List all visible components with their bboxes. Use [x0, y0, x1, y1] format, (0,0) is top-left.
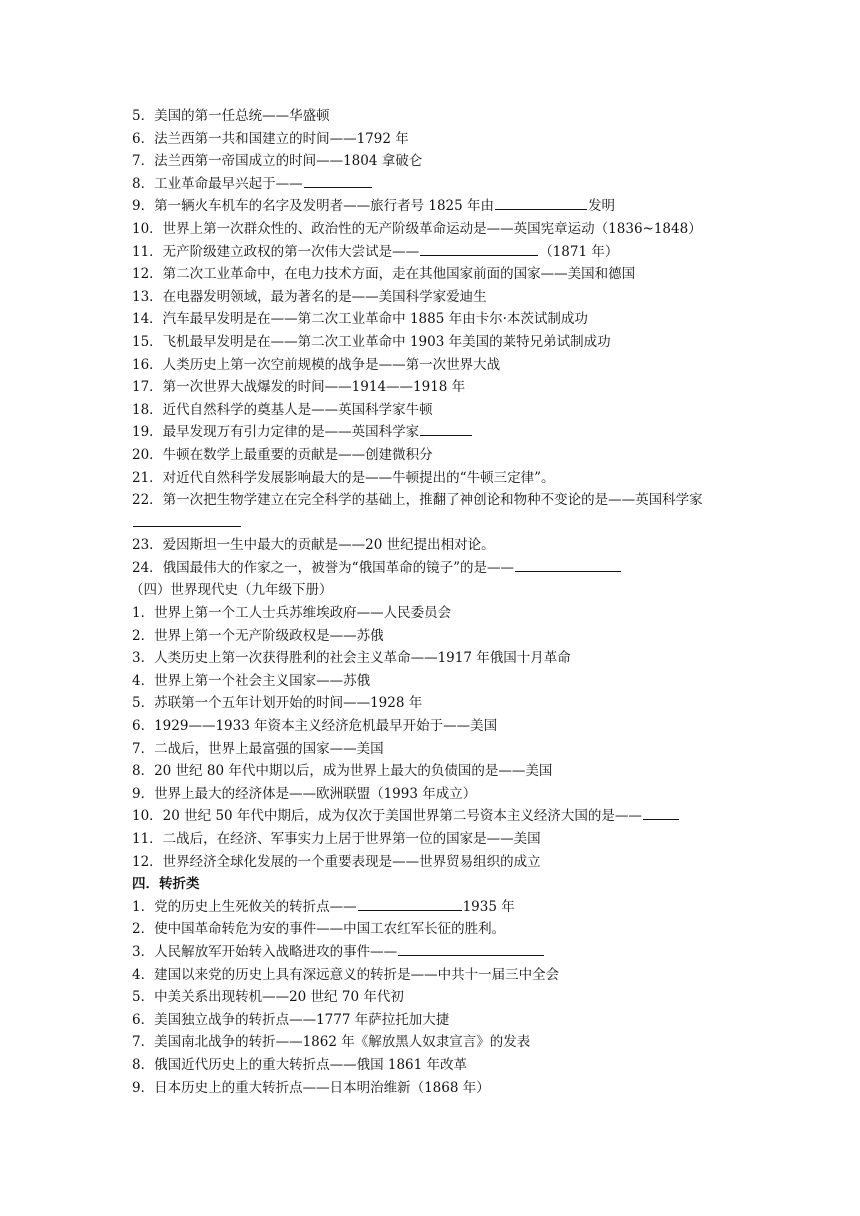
- item-text: 12．世界经济全球化发展的一个重要表现是——世界贸易组织的成立: [132, 853, 541, 870]
- item-text: 18．近代自然科学的奠基人是——英国科学家牛顿: [132, 401, 433, 418]
- list-item: [132, 941, 742, 964]
- list-item: [132, 851, 742, 874]
- fill-in-blank: [133, 512, 241, 527]
- item-text: 5．苏联第一个五年计划开始的时间——1928 年: [132, 695, 423, 712]
- list-item: [132, 918, 742, 941]
- item-text: 20．牛顿在数学上最重要的贡献是——创建微积分: [132, 446, 433, 463]
- list-item: [132, 1054, 742, 1077]
- item-text-after: （1871 年）: [539, 243, 619, 260]
- item-text: 6．法兰西第一共和国建立的时间——1792 年: [132, 130, 409, 147]
- list-item: [132, 263, 742, 286]
- item-text: 8．俄国近代历史上的重大转折点——俄国 1861 年改革: [132, 1056, 468, 1073]
- item-text: 3．人类历史上第一次获得胜利的社会主义革命——1917 年俄国十月革命: [132, 650, 571, 667]
- fill-in-blank: [420, 421, 472, 436]
- item-text: 8．20 世纪 80 年代中期以后，成为世界上最大的负债国的是——美国: [132, 763, 553, 780]
- item-text: 22．第一次把生物学建立在完全科学的基础上，推翻了神创论和物种不变论的是——英国科学家: [132, 492, 703, 509]
- list-item: [132, 444, 742, 467]
- item-text: 17．第一次世界大战爆发的时间——1914——1918 年: [132, 379, 466, 396]
- list-item: [132, 964, 742, 987]
- item-text: 4．世界上第一个社会主义国家——苏俄: [132, 672, 371, 689]
- list-item: [132, 602, 742, 625]
- item-text: 5．美国的第一任总统——华盛顿: [132, 108, 330, 124]
- list-item: [132, 467, 742, 490]
- item-text: 7．二战后，世界上最富强的国家——美国: [132, 740, 384, 757]
- item-text: 6．1929——1933 年资本主义经济危机最早开始于——美国: [132, 718, 498, 735]
- item-text: 11．二战后，在经济、军事实力上居于世界第一位的国家是——美国: [132, 831, 541, 847]
- item-text: 2．使中国革命转危为安的事件——中国工农红军长征的胜利。: [132, 921, 506, 938]
- item-text: 2．世界上第一个无产阶级政权是——苏俄: [132, 627, 384, 644]
- item-text: 19．最早发现万有引力定律的是——英国科学家: [132, 424, 420, 441]
- item-text: 1．党的历史上生死攸关的转折点——: [132, 898, 357, 915]
- item-text: 四．转折类: [132, 876, 200, 893]
- list-item: [132, 738, 742, 761]
- list-item: [132, 489, 742, 534]
- fill-in-blank: [420, 241, 538, 256]
- list-item: [132, 692, 742, 715]
- item-text: 10．世界上第一次群众性的、政治性的无产阶级革命运动是——英国宪章运动（1836~1848）: [132, 220, 702, 237]
- item-text: 7．美国南北战争的转折——1862 年《解放黑人奴隶宣言》的发表: [132, 1034, 531, 1051]
- list-item: [132, 1009, 742, 1032]
- list-item: [132, 760, 742, 783]
- item-text: 4．建国以来党的历史上具有深远意义的转折是——中共十一届三中全会: [132, 966, 560, 983]
- list-item: [132, 557, 742, 580]
- fill-in-blank: [358, 896, 462, 911]
- list-item: [132, 783, 742, 806]
- fill-in-blank: [643, 805, 679, 820]
- item-text: 7．法兰西第一帝国成立的时间——1804 拿破仑: [132, 153, 423, 170]
- list-item: [132, 150, 742, 173]
- item-text: 1．世界上第一个工人士兵苏维埃政府——人民委员会: [132, 605, 452, 622]
- item-text: 12．第二次工业革命中，在电力技术方面，走在其他国家前面的国家——美国和德国: [132, 266, 636, 283]
- list-item: [132, 376, 742, 399]
- fill-in-blank: [515, 557, 621, 572]
- item-text: 9．世界上最大的经济体是——欧洲联盟（1993 年成立）: [132, 785, 477, 802]
- list-item: [132, 625, 742, 648]
- item-text: 3．人民解放军开始转入战略进攻的事件——: [132, 943, 398, 960]
- item-text: 9．第一辆火车机车的名字及发明者——旅行者号 1825 年由: [132, 198, 495, 215]
- fill-in-blank: [304, 173, 372, 188]
- list-item: [132, 331, 742, 354]
- item-text: 16．人类历史上第一次空前规模的战争是——第一次世界大战: [132, 356, 501, 373]
- list-item: [132, 173, 742, 196]
- fill-in-blank: [398, 941, 544, 956]
- item-text-after: 发明: [588, 198, 616, 215]
- item-text: 15．飞机最早发明是在——第二次工业革命中 1903 年美国的莱特兄弟试制成功: [132, 333, 611, 350]
- item-text: 23．爱因斯坦一生中最大的贡献是——20 世纪提出相对论。: [132, 537, 495, 554]
- list-item: [132, 828, 742, 851]
- item-text: 8．工业革命最早兴起于——: [132, 175, 303, 192]
- list-item: [132, 105, 742, 128]
- item-text: 9．日本历史上的重大转折点——日本明治维新（1868 年）: [132, 1079, 490, 1096]
- item-text: 11．无产阶级建立政权的第一次伟大尝试是——: [132, 243, 420, 260]
- list-item: [132, 308, 742, 331]
- item-text: 13．在电器发明领域，最为著名的是——美国科学家爱迪生: [132, 288, 487, 305]
- list-item: [132, 218, 742, 241]
- item-text: 6．美国独立战争的转折点——1777 年萨拉托加大捷: [132, 1011, 450, 1028]
- list-item: [132, 896, 742, 919]
- list-item: [132, 647, 742, 670]
- item-text-after: 1935 年: [462, 898, 515, 915]
- list-item: [132, 670, 742, 693]
- list-item: [132, 1077, 742, 1100]
- item-text: 24．俄国最伟大的作家之一，被誉为“俄国革命的镜子”的是——: [132, 559, 514, 576]
- document-body: [132, 105, 742, 1099]
- list-item: [132, 241, 742, 264]
- section-heading: [132, 873, 742, 896]
- list-item: [132, 805, 742, 828]
- item-text: 5．中美关系出现转机——20 世纪 70 年代初: [132, 989, 404, 1006]
- list-item: [132, 286, 742, 309]
- list-item: [132, 354, 742, 377]
- list-item: [132, 195, 742, 218]
- list-item: [132, 534, 742, 557]
- list-item: [132, 399, 742, 422]
- list-item: [132, 128, 742, 151]
- item-text: （四）世界现代史（九年级下册）: [130, 582, 333, 599]
- item-text: 14．汽车最早发明是在——第二次工业革命中 1885 年由卡尔·本茨试制成功: [132, 311, 588, 328]
- list-item: [132, 715, 742, 738]
- item-text: 21．对近代自然科学发展影响最大的是——牛顿提出的“牛顿三定律”。: [132, 469, 555, 486]
- list-item: [132, 421, 742, 444]
- list-item: [132, 1031, 742, 1054]
- item-text: 10．20 世纪 50 年代中期后，成为仅次于美国世界第二号资本主义经济大国的是——: [132, 808, 642, 825]
- list-item: [132, 986, 742, 1009]
- fill-in-blank: [495, 195, 587, 210]
- subsection-heading: [130, 579, 742, 602]
